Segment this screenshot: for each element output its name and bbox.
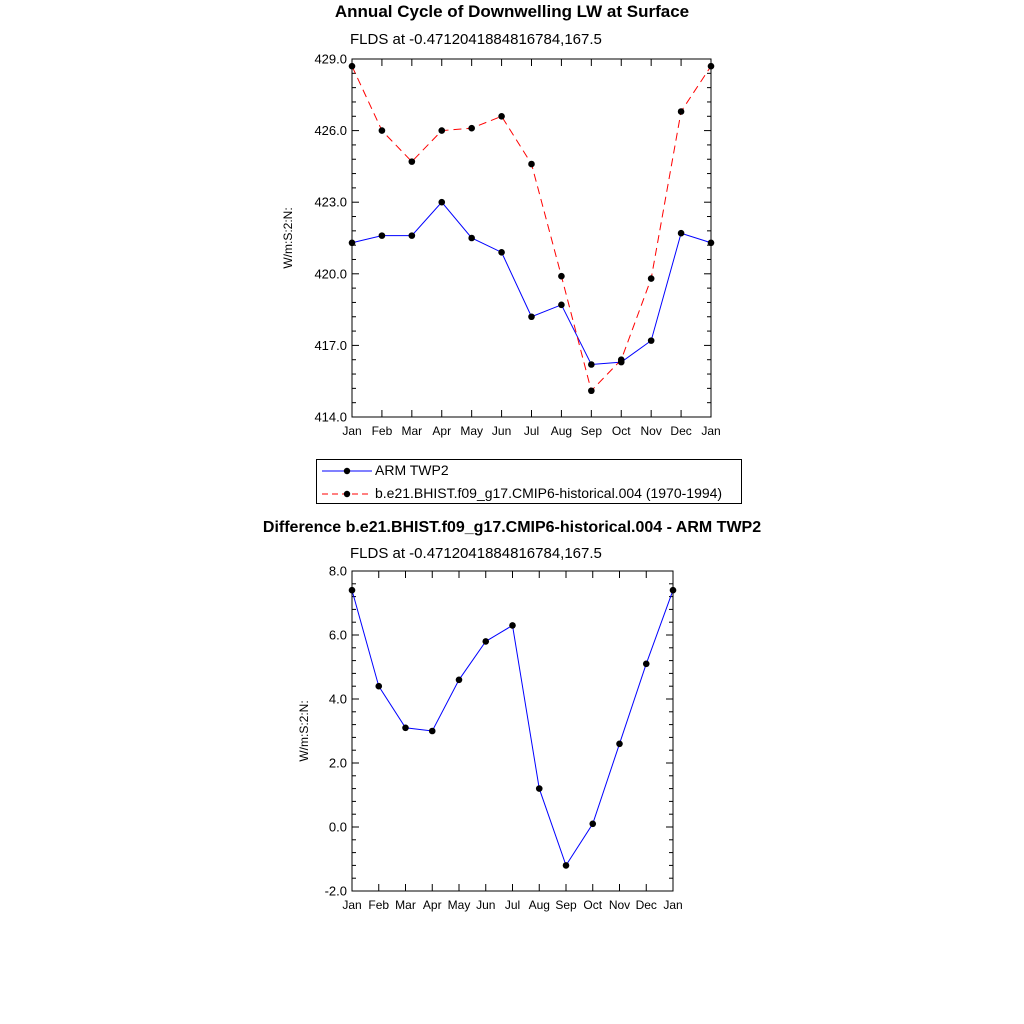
chart1-series-0-point: [678, 230, 685, 237]
chart2-xtick-label: Apr: [422, 898, 442, 912]
chart1-xtick-label: Jan: [701, 424, 721, 438]
chart2-series-0-point: [563, 862, 570, 869]
chart1-series-1-point: [648, 275, 655, 282]
chart1-series-0-point: [708, 239, 715, 246]
chart2-ytick-label: 4.0: [328, 691, 347, 707]
chart1-series-line-0: [352, 202, 711, 364]
chart1-xtick-label: Oct: [611, 424, 631, 438]
chart2-series-0-point: [429, 728, 436, 735]
chart2-ytick-label: 0.0: [328, 819, 347, 835]
chart2-series-0-point: [349, 587, 356, 594]
chart1-xtick-label: Aug: [550, 424, 573, 438]
chart1-series-1-point: [528, 161, 535, 168]
chart2-series-0-point: [536, 785, 543, 792]
chart2-ytick-label: -2.0: [324, 883, 347, 899]
chart2-xtick-label: Oct: [583, 898, 603, 912]
chart1-ytick-label: 420.0: [314, 266, 347, 282]
chart1-series-1-point: [618, 356, 625, 363]
chart1-series-line-1: [352, 66, 711, 391]
chart2-ytick-label: 8.0: [328, 563, 347, 579]
chart1-xtick-label: Feb: [371, 424, 393, 438]
legend-label-arm: ARM TWP2: [375, 462, 449, 478]
chart1-ytick-label: 414.0: [314, 409, 347, 425]
chart1-series-1-point: [498, 113, 505, 120]
chart1-series-0-point: [528, 313, 535, 320]
chart1-xtick-label: Mar: [401, 424, 423, 438]
chart1-ytick-label: 426.0: [314, 123, 347, 139]
chart2-ylabel: W/m:S:2:N:: [297, 700, 311, 762]
chart2-series-0-point: [375, 683, 382, 690]
chart2-title: Difference b.e21.BHIST.f09_g17.CMIP6-historical.004 - ARM TWP2: [262, 519, 762, 536]
chart1-xtick-label: Dec: [670, 424, 692, 438]
chart2-xtick-label: Aug: [528, 898, 550, 912]
chart1-series-0-point: [498, 249, 505, 256]
chart1-series-1-point: [349, 63, 356, 70]
chart1-series-0-point: [409, 232, 416, 239]
chart2-xtick-label: Mar: [395, 898, 416, 912]
chart1-series-0-point: [379, 232, 386, 239]
chart1-plot-frame: [352, 59, 711, 417]
chart2-series-line-0: [352, 590, 673, 865]
chart1-series-0-point: [349, 239, 356, 246]
chart2-ytick-label: 6.0: [328, 627, 347, 643]
chart1-xtick-label: Jul: [523, 424, 540, 438]
chart2-xtick-label: Feb: [368, 898, 390, 912]
chart2-plot-frame: [352, 571, 673, 891]
chart2-series-0-point: [616, 741, 623, 748]
chart2-xtick-label: Jan: [342, 898, 362, 912]
chart2-series-0-point: [589, 821, 596, 828]
chart1-xtick-label: Apr: [432, 424, 452, 438]
chart1-subtitle: FLDS at -0.4712041884816784,167.5: [350, 31, 602, 48]
chart1-series-1-point: [558, 273, 565, 280]
chart1-xtick-label: Sep: [580, 424, 603, 438]
chart1-ytick-label: 429.0: [314, 51, 347, 67]
chart1-series-1-point: [409, 158, 416, 165]
chart1-series-0-point: [588, 361, 595, 368]
chart1-ytick-label: 423.0: [314, 194, 347, 210]
chart1-xtick-label: May: [460, 424, 484, 438]
chart2-series-0-point: [456, 677, 463, 684]
chart2-series-0-point: [509, 622, 516, 629]
chart2-xtick-label: Sep: [555, 898, 577, 912]
chart2-xtick-label: Dec: [635, 898, 657, 912]
chart2-series-0-point: [482, 638, 489, 645]
chart1-series-0-point: [438, 199, 445, 206]
chart2-series-0-point: [402, 725, 409, 732]
chart1-series-1-point: [588, 387, 595, 394]
chart1-series-1-point: [438, 127, 445, 134]
chart1-series-0-point: [468, 235, 475, 242]
chart1-series-1-point: [379, 127, 386, 134]
chart1-title: Annual Cycle of Downwelling LW at Surface: [334, 2, 690, 21]
chart2-xtick-label: Jul: [504, 898, 521, 912]
chart1-ytick-label: 417.0: [314, 337, 347, 353]
chart2-subtitle: FLDS at -0.4712041884816784,167.5: [350, 545, 602, 562]
chart2-ytick-label: 2.0: [328, 755, 347, 771]
chart2-xtick-label: Nov: [608, 898, 631, 912]
chart1-ylabel: W/m:S:2:N:: [281, 207, 295, 269]
legend-label-model: b.e21.BHIST.f09_g17.CMIP6-historical.004 (1970-1994): [375, 485, 723, 501]
chart2-series-0-point: [643, 661, 650, 668]
chart2-xtick-label: Jan: [663, 898, 683, 912]
chart1-series-0-point: [558, 302, 565, 309]
chart1-series-0-point: [648, 337, 655, 344]
chart1-xtick-label: Jun: [491, 424, 512, 438]
chart2-xtick-label: May: [447, 898, 471, 912]
chart2-xtick-label: Jun: [476, 898, 496, 912]
chart1-xtick-label: Jan: [342, 424, 362, 438]
chart1-series-1-point: [708, 63, 715, 70]
chart1-xtick-label: Nov: [640, 424, 662, 438]
chart1-series-1-point: [468, 125, 475, 132]
chart1-series-1-point: [678, 108, 685, 115]
chart2-series-0-point: [670, 587, 677, 594]
